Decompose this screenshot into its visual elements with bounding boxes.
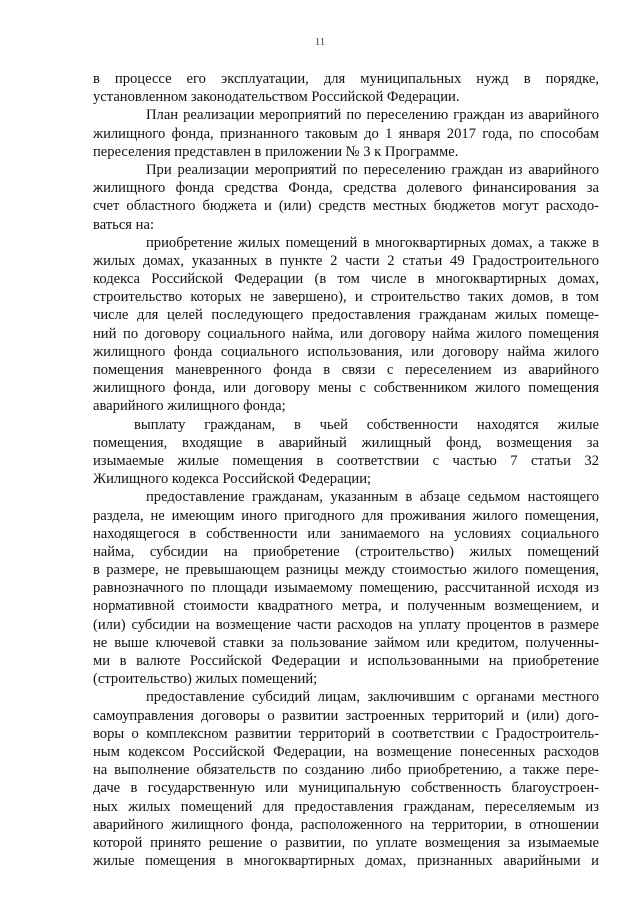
text-line: приобретение жилых помещений в многоквартирных домах, а также в — [146, 234, 599, 251]
paragraph — [93, 688, 599, 870]
paragraph — [93, 106, 599, 161]
text-line: кодекса Российской Федерации (в том числе в многоквартирных домах, — [93, 271, 599, 288]
text-line: аварийного жилищного фонда; — [93, 398, 286, 415]
paragraph — [93, 488, 599, 688]
paragraph — [93, 416, 599, 489]
text-line: числе для целей последующего предоставления гражданам жилых помеще- — [93, 307, 599, 324]
text-line: равнозначного по площади изымаемому помещению, рассчитанной исходя из — [93, 580, 599, 597]
text-line: жилых домах, указанных в пункте 2 части 2 статьи 49 Градостроительного — [93, 252, 599, 269]
paragraph — [93, 234, 599, 416]
text-line: не выше ключевой ставки за пользование займом или кредитом, полученны- — [93, 634, 599, 651]
text-line: найма, субсидии на приобретение (строительство) жилых помещений — [93, 543, 599, 560]
text-line: воры о комплексном развитии территорий в соответствии с Градостроитель- — [93, 725, 599, 742]
text-line: ми в валюте Российской Федерации и использованными на приобретение — [93, 653, 599, 669]
text-line: аварийного жилищного фонда, расположенного на территории, в отношении — [93, 816, 599, 833]
text-line: помещения, входящие в аварийный жилищный фонд, возмещения за — [93, 434, 599, 451]
text-line: ний по договору социального найма, или договору найма жилого помещения — [93, 325, 599, 342]
text-line: Жилищного кодекса Российской Федерации; — [93, 471, 372, 488]
text-line: жилищного фонда средства Фонда, средства долевого финансирования за — [93, 180, 599, 197]
paragraph — [93, 70, 599, 106]
text-line: раздела, не имеющим иного пригодного для проживания жилого помещения, — [93, 507, 599, 524]
text-line: даче в государственную или муниципальную собственность благоустроен- — [93, 780, 599, 797]
text-line: ных жилых помещений для предоставления гражданам, переселяемым из — [93, 798, 599, 815]
text-line: самоуправления договоры о развитии застроенных территорий и (или) дого- — [93, 707, 599, 724]
text-line: жилые помещения в многоквартирных домах, признанных аварийными и — [93, 853, 599, 870]
text-line: строительство которых не завершено), и строительство таких домов, в том — [93, 289, 599, 306]
paragraph — [93, 161, 599, 234]
text-line: предоставление гражданам, указанным в абзаце седьмом настоящего — [146, 489, 599, 506]
text-line: в процессе его эксплуатации, для муниципальных нужд в порядке, — [93, 71, 599, 87]
text-line: нормативной стоимости квадратного метра, и полученным возмещением, и — [93, 598, 599, 615]
text-line: помещения маневренного фонда в связи с переселением из аварийного — [93, 362, 599, 378]
text-line: жилищного фонда социального использования, или договору найма жилого — [93, 343, 599, 360]
text-line: переселения представлен в приложении № 3 к Программе. — [93, 143, 459, 160]
text-line: на выполнение обязательств по созданию либо приобретению, а также пере- — [93, 762, 599, 779]
text-line: находящегося в собственности или занимаемого на условиях социального — [93, 525, 599, 542]
text-line: выплату гражданам, в чьей собственности находятся жилые — [134, 416, 599, 433]
text-line: ным кодексом Российской Федерации, на возмещение понесенных расходов — [93, 743, 599, 760]
text-line: (строительство) жилых помещений; — [93, 671, 318, 688]
text-line: которой принято решение о развитии, по уплате возмещения за изымаемые — [93, 834, 599, 851]
text-line: изымаемые жилые помещения в соответствии с частью 7 статьи 32 — [93, 452, 599, 469]
text-line: счет областного бюджета и (или) средств местных бюджетов могут расходо- — [93, 198, 599, 215]
text-line: (или) субсидии на возмещение части расходов на уплату процентов в размере — [93, 616, 599, 633]
body-text — [93, 70, 599, 870]
text-line: План реализации мероприятий по переселению граждан из аварийного — [146, 107, 599, 124]
text-line: жилищного фонда, или договору мены с собственником жилого помещения — [93, 380, 599, 397]
text-line: установленном законодательством Российской Федерации. — [93, 89, 460, 106]
text-line: в размере, не превышающем разницы между стоимостью жилого помещения, — [93, 562, 599, 579]
page-number: 11 — [314, 36, 326, 48]
text-line: жилищного фонда, признанного таковым до 1 января 2017 года, по способам — [93, 125, 599, 142]
text-line: При реализации мероприятий по переселению граждан из аварийного — [146, 161, 599, 178]
text-line: ваться на: — [93, 216, 155, 233]
text-line: предоставление субсидий лицам, заключившим с органами местного — [146, 689, 599, 706]
